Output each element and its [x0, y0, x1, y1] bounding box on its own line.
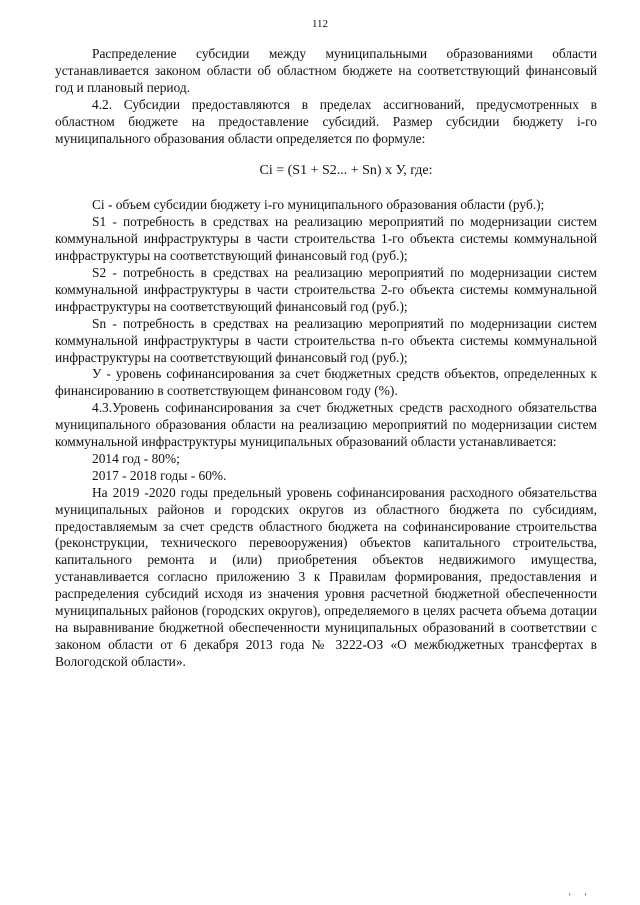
- definition-u: У - уровень софинансирования за счет бюджетных средств объектов, определенных к финансированию в соответствующем финансовом году (%).: [55, 366, 597, 399]
- paragraph-distribution: Распределение субсидии между муниципальными образованиями области устанавливается законом области об областном бюджете на соответствующий финансовый год и плановый период.: [55, 46, 597, 95]
- scan-marks: ' ': [569, 892, 593, 902]
- paragraph-4-3: 4.3.Уровень софинансирования за счет бюджетных средств расходного обязательства муниципального образования области на реализацию мероприятий по модернизации систем коммунальной инфраструктуры муниципальных образований области устанавливается:: [55, 400, 597, 450]
- document-body: [55, 46, 597, 671]
- subsidy-formula: Ci = (S1 + S2... + Sn) x У, где:: [259, 163, 433, 179]
- definition-sn: Sn - потребность в средствах на реализацию мероприятий по модернизации систем коммунальной инфраструктуры в части строительства n-го объекта системы коммунальной инфраструктуры на соответствующий финансовый год (руб.);: [55, 315, 597, 365]
- definition-s1: S1 - потребность в средствах на реализацию мероприятий по модернизации систем коммунальной инфраструктуры в части строительства 1-го объекта системы коммунальной инфраструктуры на соответствующий финансовый год (руб.);: [55, 214, 597, 264]
- rate-2017-2018: 2017 - 2018 годы - 60%.: [92, 467, 227, 483]
- paragraph-2019-2020: На 2019 -2020 годы предельный уровень софинансирования расходного обязательства муниципальных районов и городских округов из областного бюджета по субсидиям, предоставляемым за счет средств областного бюджета на софинансирование строительства (реконструкции, технического перевооружения) объектов капитального строительства, капитального ремонта и (или) приобретения объектов недвижимого имущества, устанавливается согласно приложению 3 к Правилам формирования, предоставления и распределения субсидий исходя из значения уровня расчетной бюджетной обеспеченности муниципальных районов (городских округов), определяемого в целях расчета объема дотации на выравнивание бюджетной обеспеченности муниципальных образований в соответствии с законом области от 6 декабря 2013 года № 3222-ОЗ «О межбюджетных трансфертах в Вологодской области».: [55, 484, 597, 669]
- paragraph-4-2: 4.2. Субсидии предоставляются в пределах ассигнований, предусмотренных в областном бюджете на предоставление субсидий. Размер субсидии бюджету i-го муниципального образования области определяется по формуле:: [55, 96, 597, 146]
- page-number: 112: [311, 18, 329, 30]
- rate-2014: 2014 год - 80%;: [92, 450, 180, 466]
- definition-ci: Ci - объем субсидии бюджету i-го муниципального образования области (руб.);: [92, 197, 545, 213]
- definition-s2: S2 - потребность в средствах на реализацию мероприятий по модернизации систем коммунальной инфраструктуры в части строительства 2-го объекта системы коммунальной инфраструктуры на соответствующий финансовый год (руб.);: [55, 264, 597, 314]
